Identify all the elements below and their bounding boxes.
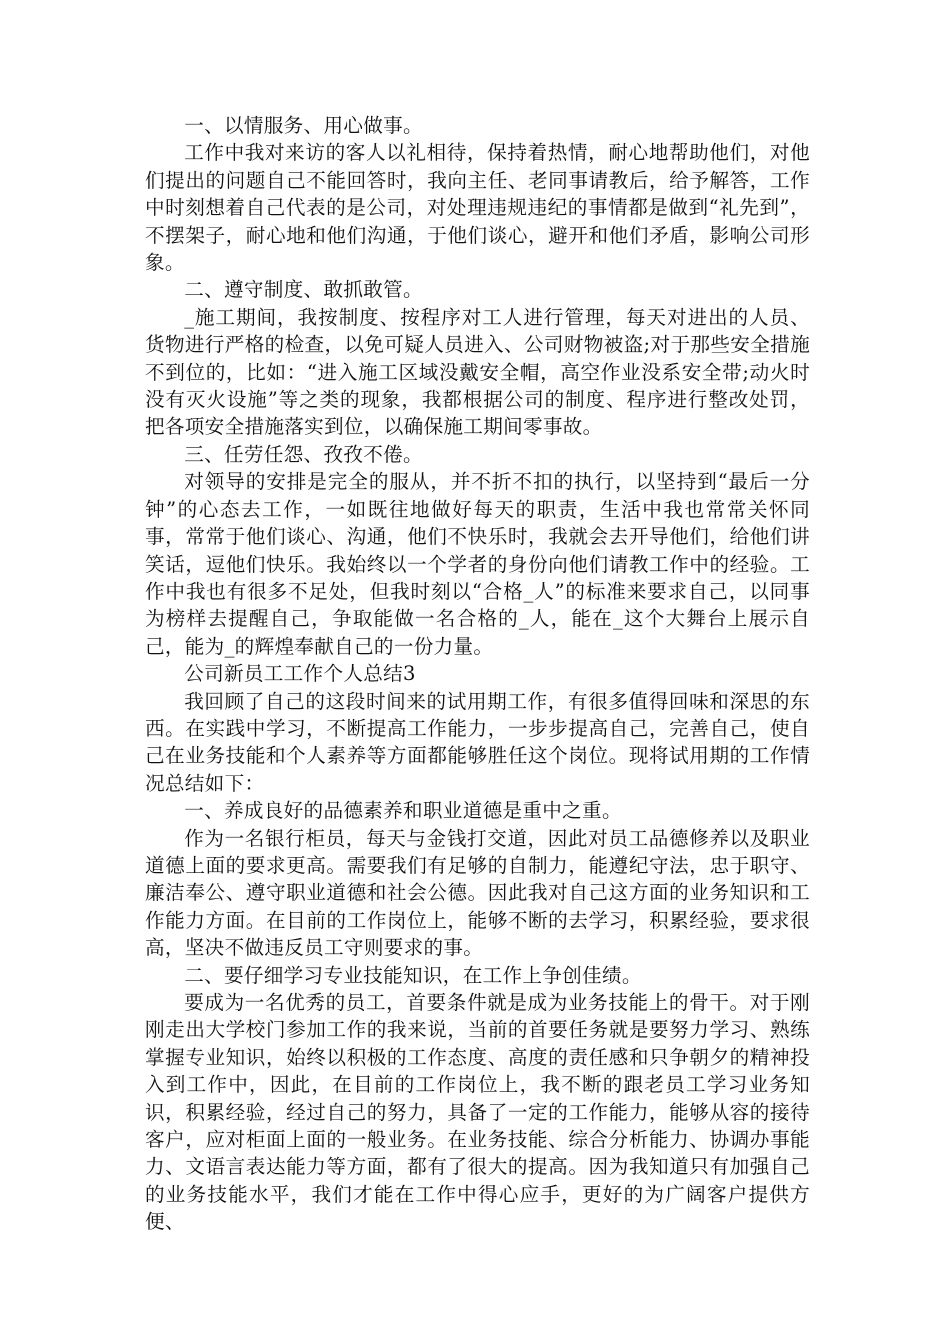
section-heading-1: 一、以情服务、用心做事。 [184, 114, 423, 137]
article-title: 公司新员工工作个人总结3 [184, 662, 416, 686]
section-heading-2: 二、遵守制度、敢抓敢管。 [184, 278, 423, 302]
body-paragraph: 作为一名银行柜员，每天与金钱打交道，因此对员工品德修养以及职业道德上面的要求更高。需要我们有足够的自制力，能遵纪守法，忠于职守、廉洁奉公、遵守职业道德和社会公德。因此我对自己这方面的业务知识和工作能力方面。在目前的工作岗位上，能够不断的去学习，积累经验，要求很高，坚决不做违反员工守则要求的事。 [145, 826, 810, 960]
section-heading-4: 一、养成良好的品德素养和职业道德是重中之重。 [184, 799, 622, 823]
body-paragraph: 对领导的安排是完全的服从，并不折不扣的执行，以坚持到“最后一分钟”的心态去工作，一如既往地做好每天的职责，生活中我也常常关怀同事，常常于他们谈心、沟通，他们不快乐时，我就会去开导他们，给他们讲笑话，逗他们快乐。我始终以一个学者的身份向他们请教工作中的经验。工作中我也有很多不足处，但我时刻以“合格_人”的标准来要求自己，以同事为榜样去提醒自己，争取能做一名合格的_人，能在_这个大舞台上展示自己，能为_的辉煌奉献自己的一份力量。 [145, 470, 810, 658]
document-page [145, 112, 810, 1236]
body-paragraph: 要成为一名优秀的员工，首要条件就是成为业务技能上的骨干。对于刚刚走出大学校门参加工作的我来说，当前的首要任务就是要努力学习、熟练掌握专业知识，始终以积极的工作态度、高度的责任感和只争朝夕的精神投入到工作中，因此，在目前的工作岗位上，我不断的跟老员工学习业务知识，积累经验，经过自己的努力，具备了一定的工作能力，能够从容的接待客户，应对柜面上面的一般业务。在业务技能、综合分析能力、协调办事能力、文语言表达能力等方面，都有了很大的提高。因为我知道只有加强自己的业务技能水平，我们才能在工作中得心应手，更好的为广阔客户提供方便、 [145, 991, 810, 1234]
body-paragraph: 我回顾了自己的这段时间来的试用期工作，有很多值得回味和深思的东西。在实践中学习，不断提高工作能力，一步步提高自己，完善自己，使自己在业务技能和个人素养等方面都能够胜任这个岗位。现将试用期的工作情况总结如下： [145, 689, 810, 795]
section-heading-5: 二、要仔细学习专业技能知识，在工作上争创佳绩。 [184, 963, 642, 987]
section-heading-3: 三、任劳任怨、孜孜不倦。 [184, 442, 423, 466]
body-paragraph: 工作中我对来访的客人以礼相待，保持着热情，耐心地帮助他们，对他们提出的问题自己不能回答时，我向主任、老同事请教后，给予解答，工作中时刻想着自己代表的是公司，对处理违规违纪的事情都是做到“礼先到”，不摆架子，耐心地和他们沟通，于他们谈心，避开和他们矛盾，影响公司形象。 [145, 141, 810, 275]
body-paragraph: _施工期间，我按制度、按程序对工人进行管理，每天对进出的人员、货物进行严格的检查，以免可疑人员进入、公司财物被盗;对于那些安全措施不到位的，比如：“进入施工区域没戴安全帽，高空作业没系安全带;动火时没有灭火设施”等之类的现象，我都根据公司的制度、程序进行整改处罚，把各项安全措施落实到位，以确保施工期间零事故。 [145, 305, 810, 439]
